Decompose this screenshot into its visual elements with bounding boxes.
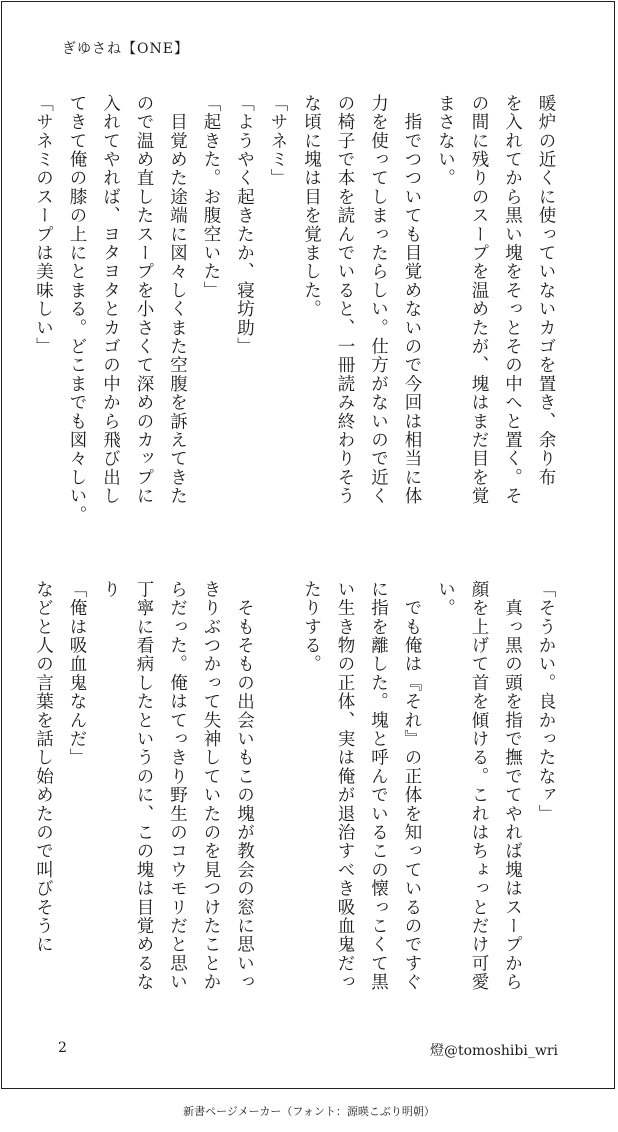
text-line: ので温め直したスープを小さくて深めのカップに bbox=[134, 94, 154, 506]
text-line: てきて俺の膝の上にとまる。どこまでも図々しい。 bbox=[67, 94, 87, 525]
text-line: 入れてやれば、ヨタヨタとカゴの中から飛び出し bbox=[100, 94, 121, 506]
text-line: たりする。 bbox=[301, 580, 322, 674]
author-handle: 燈@tomoshibi_wri bbox=[429, 1043, 558, 1059]
text-line: きりぶつかって失神していたのを見つけたことか bbox=[201, 580, 221, 992]
text-line: 「起きた。お腹空いた」 bbox=[201, 94, 221, 300]
text-line: 顔を上げて首を傾ける。これはちょっとだけ可愛 bbox=[469, 580, 489, 992]
text-line: 「サネミ」 bbox=[268, 94, 288, 188]
text-line: らだった。俺はてっきり野生のコウモリだと思い bbox=[167, 580, 188, 992]
text-line: などと人の言葉を話し始めたので叫びそうに bbox=[33, 580, 54, 954]
text-line: そもそもの出会いもこの塊が教会の窓に思いっ bbox=[234, 580, 255, 992]
text-line: 丁寧に看病したというのに、この塊は目覚めるな bbox=[134, 580, 154, 992]
text-line: に指を離した。塊と呼んでいるこの懐っこくて黒 bbox=[368, 580, 389, 992]
text-line: 「ようやく起きたか、寝坊助」 bbox=[234, 94, 255, 356]
text-line: の間に残りのスープを温めたが、塊はまだ目を覚 bbox=[469, 94, 489, 506]
text-line: 力を使ってしまったらしい。仕方がないので近く bbox=[368, 94, 389, 506]
text-line: の椅子で本を読んでいると、一冊読み終わりそう bbox=[335, 94, 355, 506]
text-line: い。 bbox=[435, 580, 456, 618]
upper-text-block bbox=[26, 94, 562, 556]
text-line: を入れてから黒い塊をそっとその中へと置く。そ bbox=[502, 94, 523, 506]
text-line: 真っ黒の頭を指で撫でてやれば塊はスープから bbox=[502, 580, 523, 992]
text-line: 目覚めた途端に図々しくまた空腹を訴えてきた bbox=[167, 94, 188, 506]
text-line: い生き物の正体、実は俺が退治すべき吸血鬼だっ bbox=[335, 580, 355, 992]
lower-text-block bbox=[26, 580, 562, 1042]
footer-credit: 新書ページメーカー（フォント：源暎こぶり明朝） bbox=[183, 1105, 435, 1118]
blank-line bbox=[261, 580, 295, 1042]
page-number: 2 bbox=[58, 1040, 67, 1056]
text-line: 暖炉の近くに使っていないカゴを置き、余り布 bbox=[536, 94, 556, 487]
page-frame bbox=[1, 1, 615, 1089]
text-line: まさない。 bbox=[435, 94, 456, 188]
header-title: ぎゆさね【ONE】 bbox=[62, 41, 189, 57]
text-line: 「俺は吸血鬼なんだ」 bbox=[67, 580, 87, 767]
text-line: 「そうかい。良かったなァ」 bbox=[536, 580, 556, 824]
text-line: 「サネミのスープは美味しい」 bbox=[33, 94, 54, 356]
text-line: り bbox=[100, 580, 121, 599]
text-line: 指でつついても目覚めないので今回は相当に体 bbox=[402, 94, 422, 506]
text-line: な頃に塊は目を覚ました。 bbox=[301, 94, 322, 319]
text-line: でも俺は『それ』の正体を知っているのですぐ bbox=[402, 580, 422, 992]
